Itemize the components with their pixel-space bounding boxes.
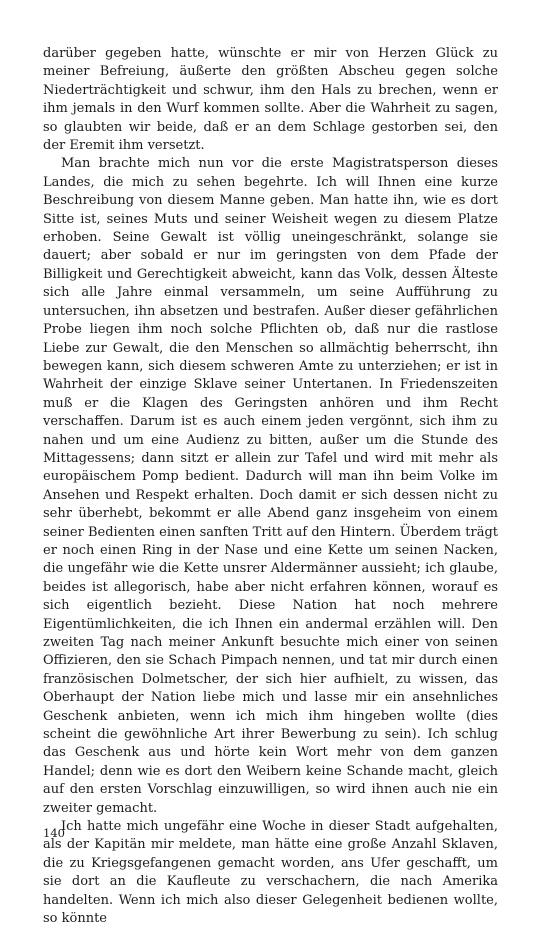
paragraph-1: darüber gegeben hatte, wünschte er mir von Herzen Glück zu meiner Befreiung, äußerte den größten Abscheu gegen solche Niederträchtigkeit und schwur, ihm den Hals zu brechen, wenn er ihm jemals in den Wurf kommen sollte. Aber die Wahrheit zu sagen, so glaubten wir beide, daß er an dem Schlage gestorben sei, den der Eremit ihm versetzt. — [43, 46, 498, 154]
paragraph-3: Ich hatte mich ungefähr eine Woche in dieser Stadt aufgehalten, als der Kapitän mir meldete, man hätte eine große Anzahl Sklaven, die zu Kriegsgefangenen gemacht worden, ans Ufer geschafft, um sie dort an die Kaufleute zu verschachern, die nach Amerika handelten. Wenn ich mich also dieser Gelegenheit bedienen wollte, so könnte — [43, 819, 498, 927]
paragraph-2: Man brachte mich nun vor die erste Magistratsperson dieses Landes, die mich zu sehen begehrte. Ich will Ihnen eine kurze Beschreibung von diesem Manne geben. Man hatte ihn, wie es dort Sitte ist, seines Muts und seiner Weisheit wegen zu diesem Platze erhoben. Seine Gewalt ist völlig uneingeschränkt, solange sie dauert; aber sobald er nur im geringsten von dem Pfade der Billigkeit und Gerechtigkeit abweicht, kann das Volk, dessen Älteste sich alle Jahre einmal versammeln, um seine Aufführung zu untersuchen, ihn absetzen und bestrafen. Außer dieser gefährlichen Probe liegen ihm noch solche Pflichten ob, daß nur die rastlose Liebe zur Gewalt, die den Menschen so allmächtig beherrscht, ihn bewegen kann, sich diesem schweren Amte zu unterziehen; er ist in Wahrheit der einzige Sklave seiner Untertanen. In Friedenszeiten muß er die Klagen des Geringsten anhören und ihm Recht verschaffen. Darum ist es auch einem jeden vergönnt, sich ihm zu nahen und um eine Audienz zu bitten, außer um die Stunde des Mittagessens; dann sitzt er allein zur Tafel und wird mit mehr als europäischem Pomp bedient. Dadurch will man ihn beim Volke im Ansehen und Respekt erhalten. Doch damit er sich dessen nicht zu sehr überhebt, bekommt er alle Abend ganz insgeheim von einem seiner Bedienten einen sanften Tritt auf den Hintern. Überdem trägt er noch einen Ring in der Nase und eine Kette um seinen Nacken, die ungefähr wie die Kette unsrer Aldermänner aussieht; ich glaube, beides ist allegorisch, habe aber nicht erfahren können, worauf es sich eigentlich bezieht. Diese Nation hat noch mehrere Eigentümlichkeiten, die ich Ihnen ein andermal erzählen will. Den zweiten Tag nach meiner Ankunft besuchte mich einer von seinen Offizieren, den sie Schach Pimpach nennen, und tat mir durch einen französischen Dolmetscher, der sich hier aufhielt, zu wissen, das Oberhaupt der Nation liebe mich und lasse mir ein ansehnliches Geschenk anbieten, wenn ich mich ihm hingeben wollte (dies scheint die gewöhnliche Art ihrer Bewerbung zu sein). Ich schlug das Geschenk aus und hörte kein Wort mehr von dem ganzen Handel; denn wie es dort den Weibern keine Schande macht, gleich auf den ersten Vorschlag einzuwilligen, so wird ihnen auch nie ein zweiter gemacht. — [43, 156, 498, 816]
page-number: 140 — [43, 826, 65, 840]
book-page — [43, 45, 498, 929]
